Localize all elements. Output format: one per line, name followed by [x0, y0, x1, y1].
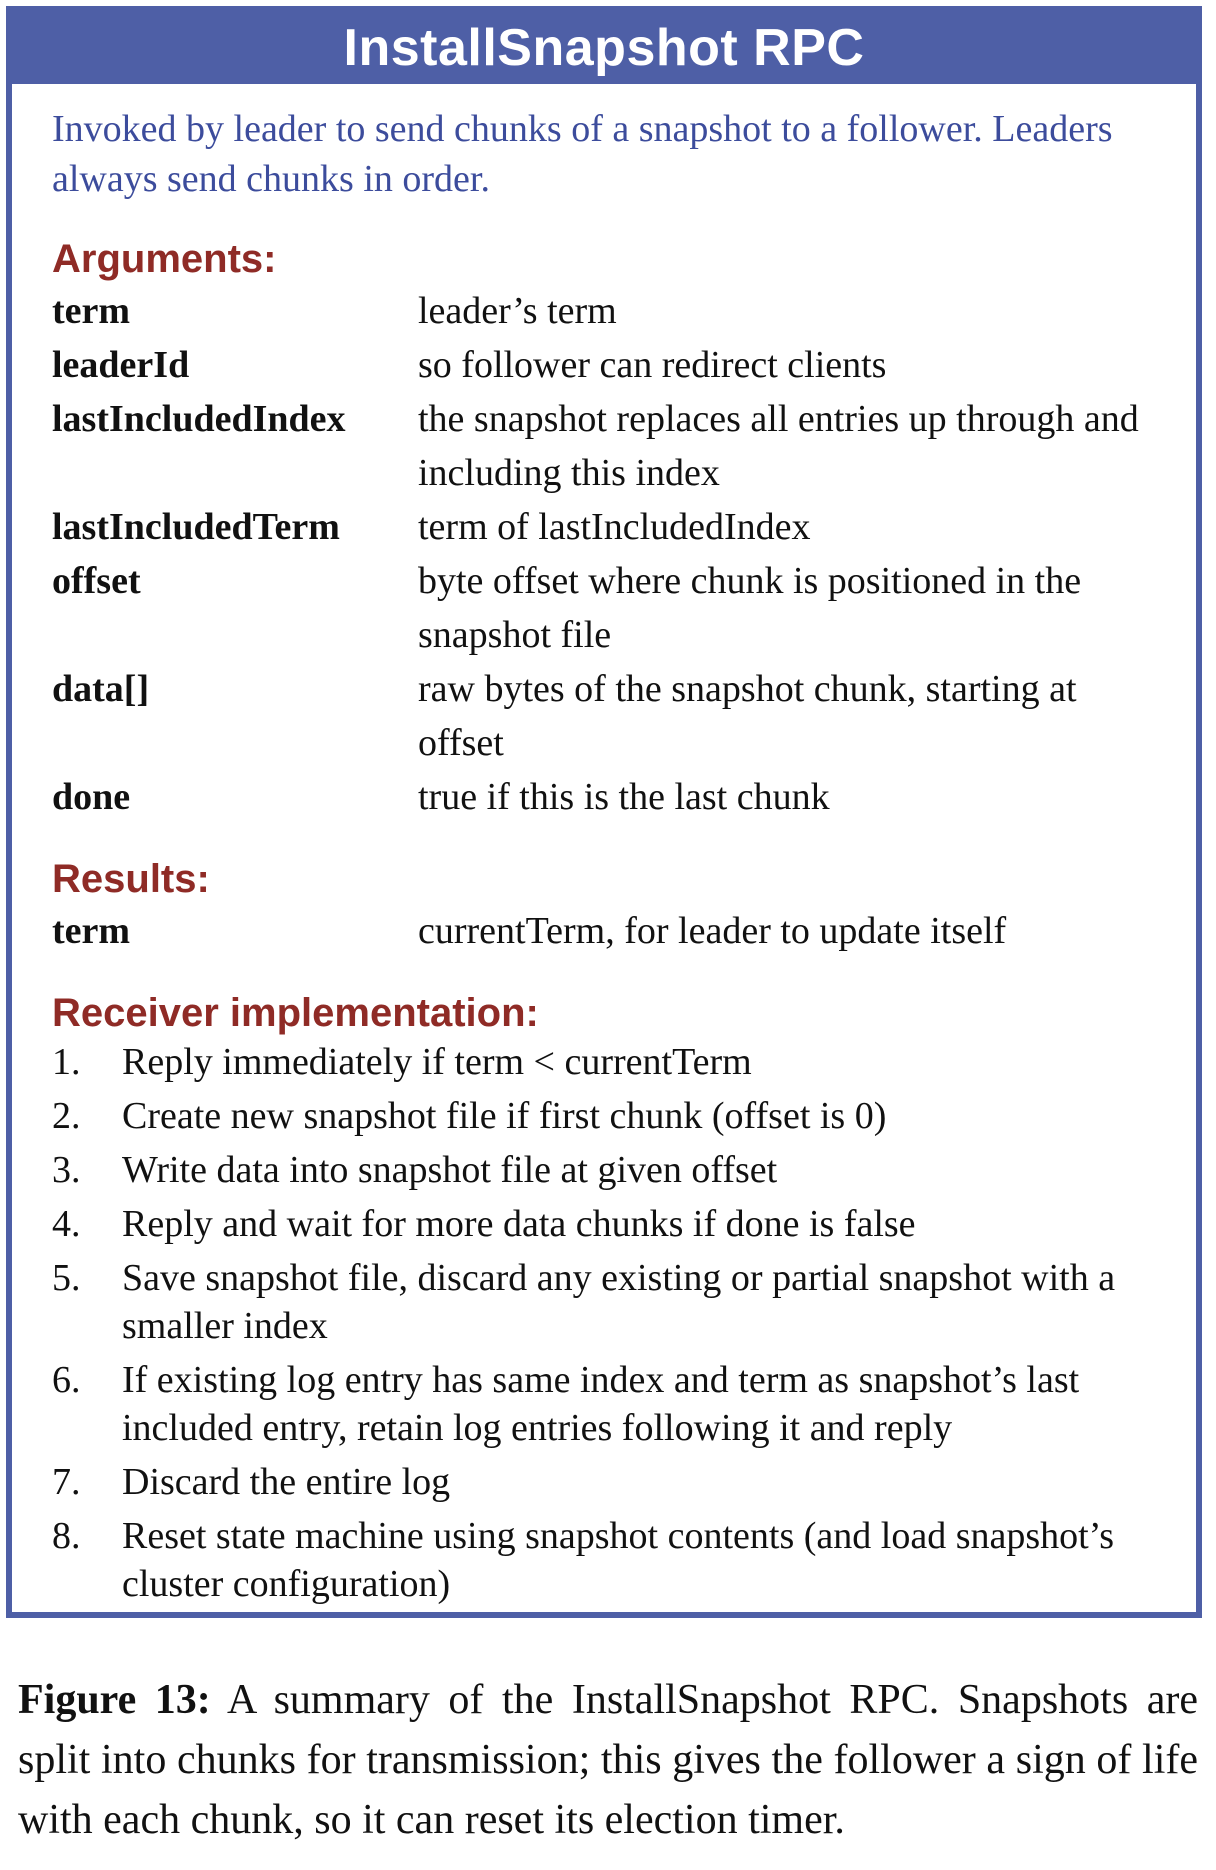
receiver-heading: Receiver implementation: [52, 991, 539, 1035]
result-desc: currentTerm, for leader to update itself [418, 910, 1007, 952]
step-number: 2. [52, 1095, 81, 1137]
step-number: 3. [52, 1149, 81, 1191]
step-number: 1. [52, 1041, 81, 1083]
argument-desc: leader’s term [418, 290, 617, 332]
panel-title: InstallSnapshot RPC [12, 12, 1196, 84]
argument-name: done [52, 776, 131, 818]
argument-row [52, 500, 1160, 554]
list-item [52, 1200, 1160, 1248]
results-heading: Results: [52, 857, 210, 901]
step-number: 4. [52, 1203, 81, 1245]
list-item [52, 1458, 1160, 1506]
list-item [52, 1092, 1160, 1140]
step-number: 5. [52, 1257, 81, 1299]
argument-desc: so follower can redirect clients [418, 344, 887, 386]
argument-name: term [52, 290, 131, 332]
argument-row [52, 662, 1160, 770]
caption-text: A summary of the InstallSnapshot RPC. Snapshots are split into chunks for transmission; this gives the follower a sign of life with each chunk, so it can reset its election timer. [18, 1677, 1198, 1843]
list-item [52, 1512, 1160, 1608]
results-list [52, 904, 1160, 958]
step-text: Reply immediately if term < currentTerm [122, 1041, 752, 1083]
list-item [52, 1356, 1160, 1452]
argument-row [52, 770, 1160, 824]
argument-name: lastIncludedIndex [52, 398, 346, 440]
install-snapshot-panel [6, 6, 1202, 1618]
step-number: 6. [52, 1359, 81, 1401]
argument-row [52, 338, 1160, 392]
argument-name: offset [52, 560, 141, 602]
panel-intro: Invoked by leader to send chunks of a snapshot to a follower. Leaders always send chunks in order. [52, 108, 1113, 200]
step-text: Write data into snapshot file at given offset [122, 1149, 778, 1191]
list-item [52, 1146, 1160, 1194]
step-text: Reset state machine using snapshot contents (and load snapshot’s cluster configuration) [122, 1515, 1115, 1605]
argument-row [52, 284, 1160, 338]
panel-body [12, 84, 1196, 1608]
step-number: 8. [52, 1515, 81, 1557]
step-text: If existing log entry has same index and term as snapshot’s last included entry, retain log entries following it and reply [122, 1359, 1080, 1449]
argument-desc: the snapshot replaces all entries up through and including this index [418, 398, 1139, 494]
list-item [52, 1254, 1160, 1350]
result-row [52, 904, 1160, 958]
list-item [52, 1038, 1160, 1086]
argument-row [52, 554, 1160, 662]
step-text: Create new snapshot file if first chunk (offset is 0) [122, 1095, 887, 1137]
argument-name: leaderId [52, 344, 190, 386]
step-text: Reply and wait for more data chunks if done is false [122, 1203, 916, 1245]
argument-name: lastIncludedTerm [52, 506, 340, 548]
caption-label: Figure 13: [18, 1677, 211, 1723]
receiver-steps [52, 1038, 1160, 1608]
figure-caption [18, 1670, 1198, 1850]
result-name: term [52, 910, 131, 952]
argument-row [52, 392, 1160, 500]
argument-desc: raw bytes of the snapshot chunk, starting at offset [418, 668, 1077, 764]
step-text: Save snapshot file, discard any existing or partial snapshot with a smaller index [122, 1257, 1116, 1347]
argument-desc: byte offset where chunk is positioned in the snapshot file [418, 560, 1082, 656]
argument-desc: term of lastIncludedIndex [418, 506, 811, 548]
argument-desc: true if this is the last chunk [418, 776, 830, 818]
arguments-list [52, 284, 1160, 824]
argument-name: data[] [52, 668, 150, 710]
arguments-heading: Arguments: [52, 237, 277, 281]
step-text: Discard the entire log [122, 1461, 451, 1503]
step-number: 7. [52, 1461, 81, 1503]
